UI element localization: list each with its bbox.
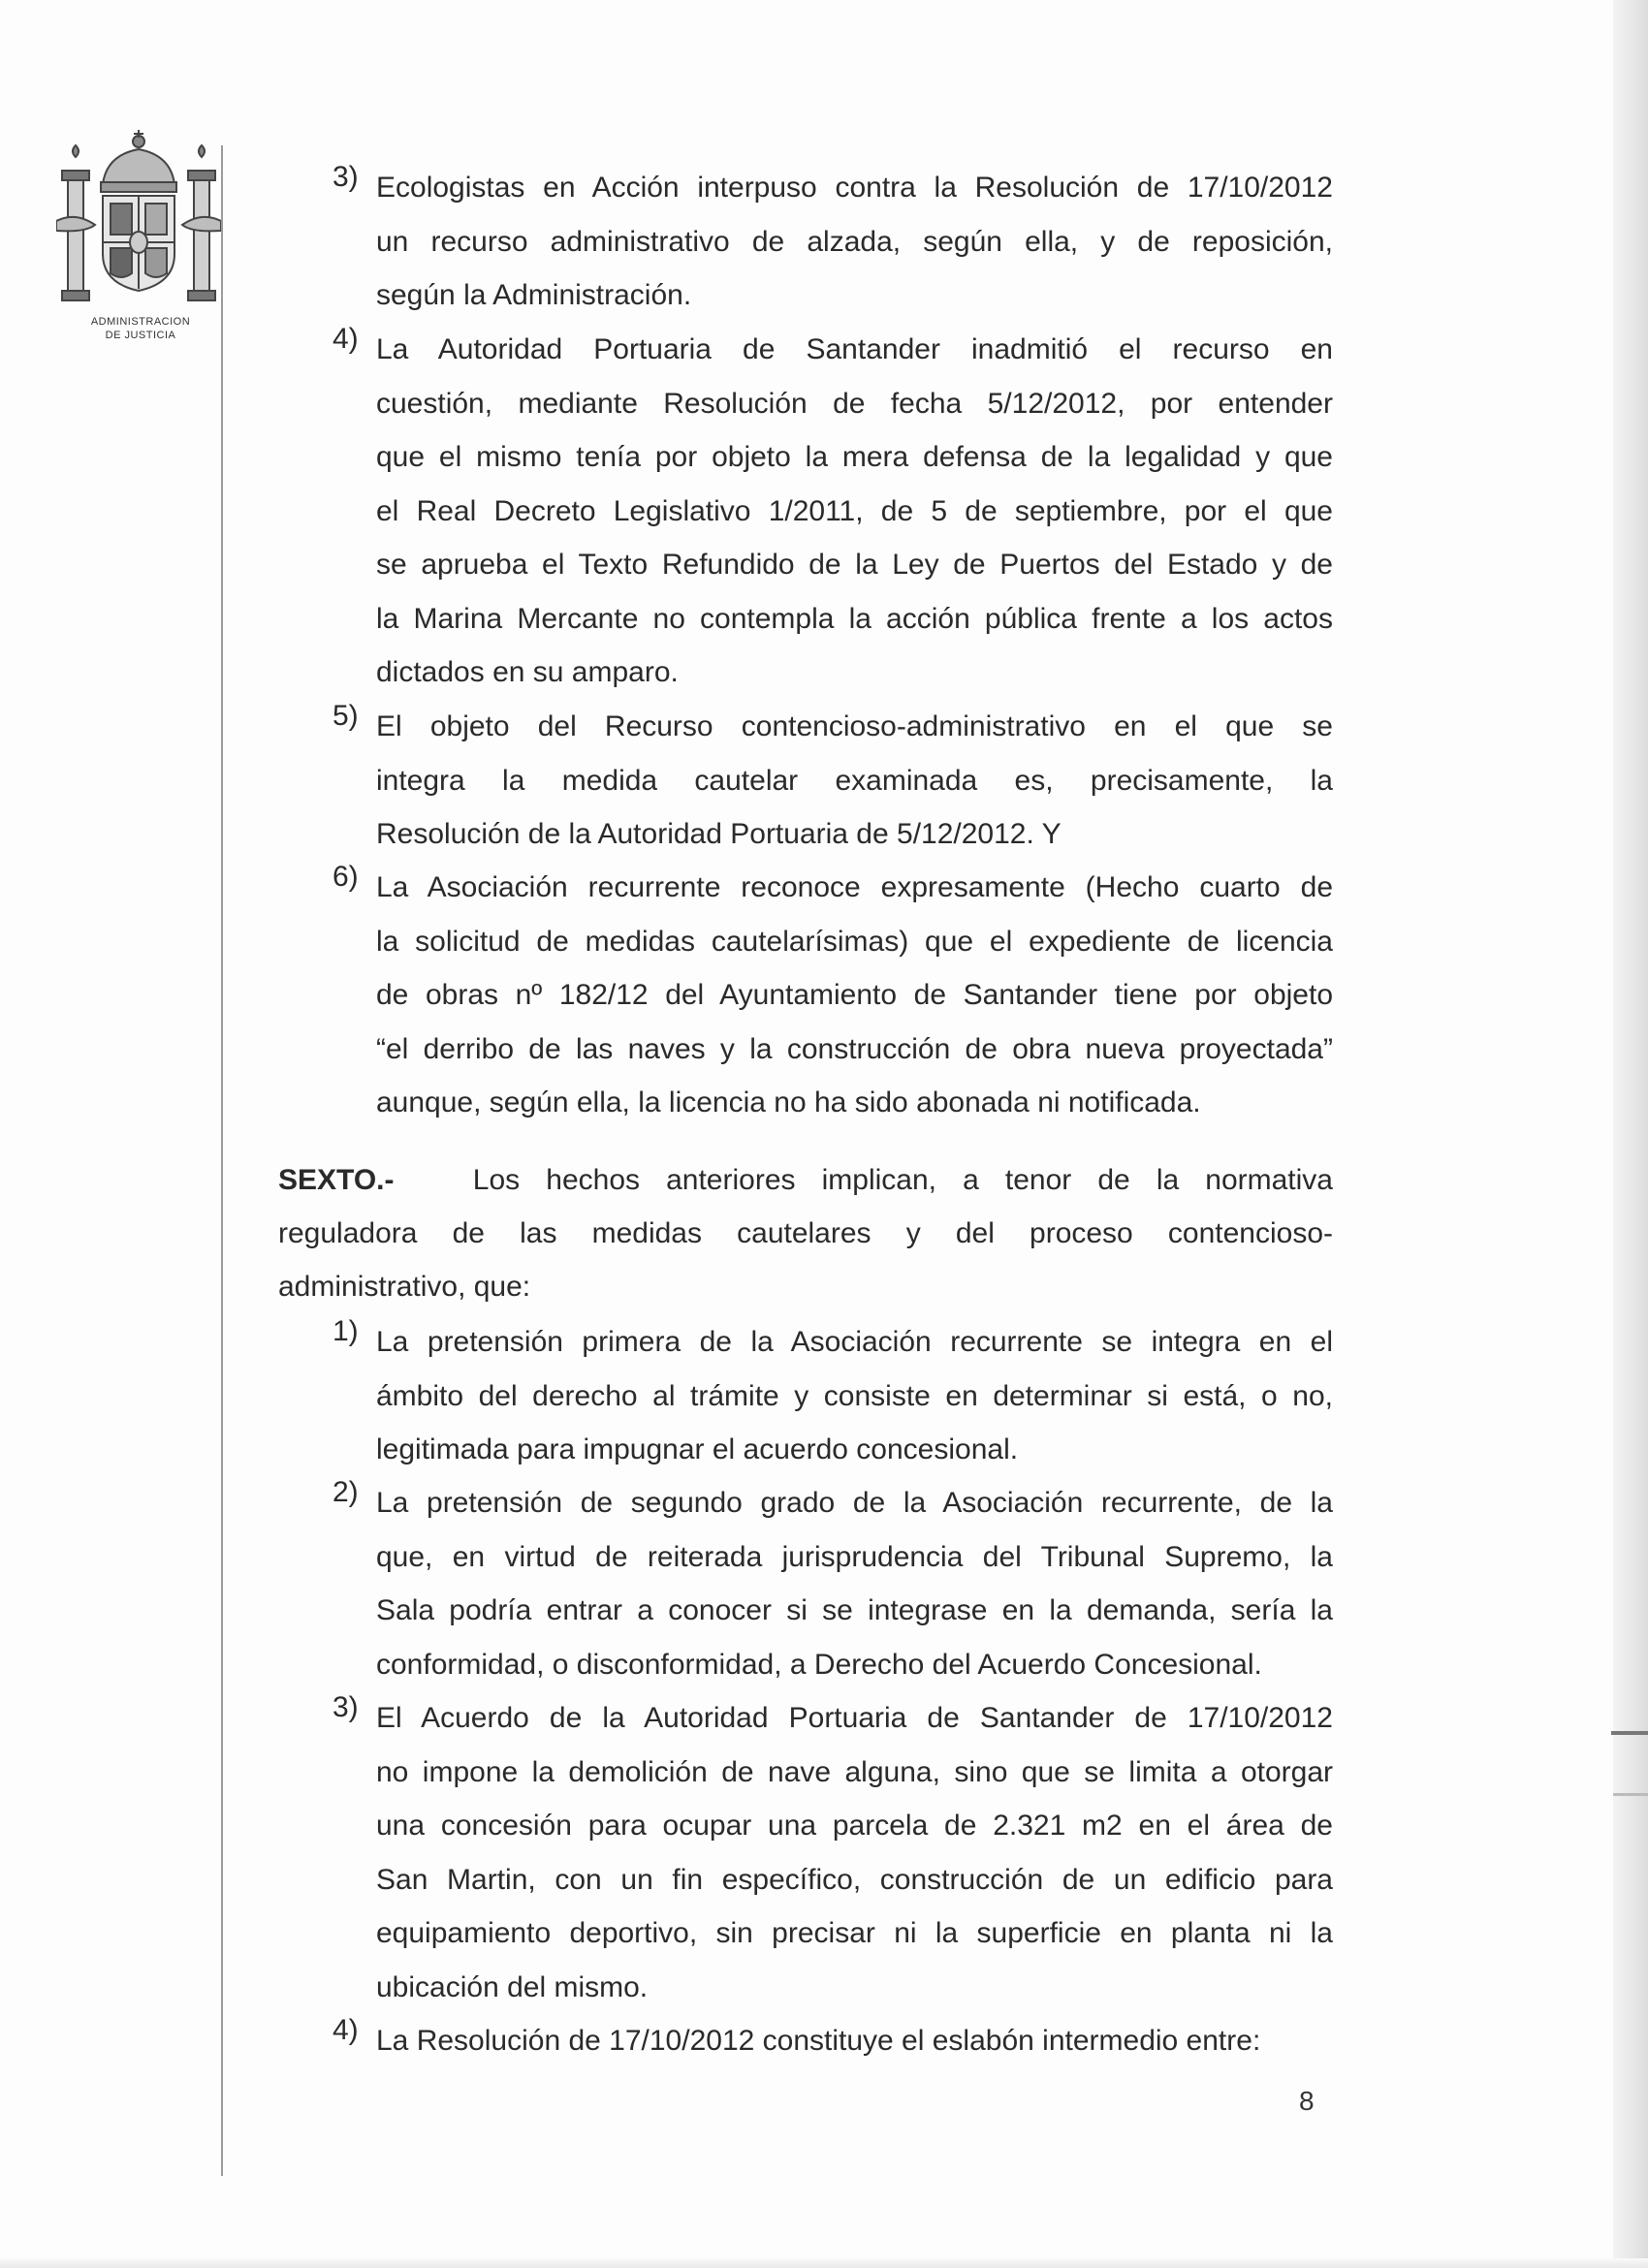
text-line: integra la medida cautelar examinada es, precisamente, la — [376, 764, 1333, 797]
list-item-number: 4) — [333, 2014, 359, 2046]
list-item-number: 3) — [333, 161, 359, 193]
text-line: no impone la demolición de nave alguna, sino que se limita a otorgar — [376, 1755, 1333, 1788]
text-line: La pretensión de segundo grado de la Asociación recurrente, de la — [376, 1487, 1333, 1519]
margin-rule — [221, 145, 223, 2176]
text-line: aunque, según ella, la licencia no ha sido abonada ni notificada. — [376, 1087, 1201, 1118]
list-item-number: 4) — [333, 323, 359, 355]
text-line: reguladora de las medidas cautelares y del proceso contencioso- — [278, 1217, 1333, 1249]
text-line: la Marina Mercante no contempla la acción pública frente a los actos — [376, 602, 1333, 635]
text-line: una concesión para ocupar una parcela de 2.321 m2 en el área de — [376, 1810, 1333, 1842]
list-item-number: 2) — [333, 1476, 359, 1508]
text-line: Ecologistas en Acción interpuso contra la Resolución de 17/10/2012 — [376, 172, 1333, 204]
logo-caption-line-2: DE JUSTICIA — [105, 330, 176, 341]
sexto-paragraph — [278, 1153, 1333, 1313]
text-line: San Martin, con un fin específico, construcción de un edificio para — [376, 1863, 1333, 1896]
text-line: El objeto del Recurso contencioso-administrativo en el que se — [376, 710, 1333, 742]
text-line: equipamiento deportivo, sin precisar ni la superficie en planta ni la — [376, 1917, 1333, 1949]
text-line: que el mismo tenía por objeto la mera defensa de la legalidad y que — [376, 441, 1333, 473]
scan-bottom-edge — [0, 2258, 1648, 2268]
text-line: ámbito del derecho al trámite y consiste en determinar si está, o no, — [376, 1379, 1333, 1412]
scan-mark — [1611, 1731, 1648, 1735]
text-line: dictados en su amparo. — [376, 656, 679, 688]
scan-mark — [1613, 1793, 1648, 1796]
text-line: de obras nº 182/12 del Ayuntamiento de Santander tiene por objeto — [376, 979, 1333, 1011]
text-fragment: Los hechos anteriores implican, a tenor de la normativa — [472, 1164, 1333, 1196]
text-line: “el derribo de las naves y la construcción de obra nueva proyectada” — [376, 1032, 1333, 1065]
text-line: el Real Decreto Legislativo 1/2011, de 5 de septiembre, por el que — [376, 494, 1333, 527]
text-line: ubicación del mismo. — [376, 1970, 649, 2003]
coat-of-arms-logo — [56, 128, 221, 312]
text-line: La Autoridad Portuaria de Santander inadmitió el recurso en — [376, 333, 1333, 365]
page-number: 8 — [1299, 2086, 1315, 2116]
section-heading: SEXTO.- — [278, 1164, 395, 1196]
logo-caption — [68, 315, 213, 342]
logo-caption-line-1: ADMINISTRACION — [90, 316, 191, 328]
text-line: se aprueba el Texto Refundido de la Ley de Puertos del Estado y de — [376, 549, 1333, 581]
text-line: un recurso administrativo de alzada, según ella, y de reposición, — [376, 225, 1333, 258]
text-line — [278, 1153, 1333, 1207]
text-line: La Asociación recurrente reconoce expresamente (Hecho cuarto de — [376, 871, 1333, 903]
text-line: legitimada para impugnar el acuerdo concesional. — [376, 1433, 1019, 1465]
text-line: la solicitud de medidas cautelarísimas) que el expediente de licencia — [376, 925, 1333, 958]
text-line: Resolución de la Autoridad Portuaria de 5/12/2012. Y — [376, 818, 1062, 850]
scan-edge-shadow — [1613, 0, 1648, 2268]
text-line: El Acuerdo de la Autoridad Portuaria de Santander de 17/10/2012 — [376, 1702, 1333, 1734]
list-item-number: 6) — [333, 861, 359, 893]
list-item-number: 5) — [333, 700, 359, 732]
text-line: según la Administración. — [376, 279, 692, 311]
text-line: Sala podría entrar a conocer si se integrase en la demanda, sería la — [376, 1594, 1333, 1626]
text-line: conformidad, o disconformidad, a Derecho del Acuerdo Concesional. — [376, 1648, 1262, 1681]
text-line: La Resolución de 17/10/2012 constituye el eslabón intermedio entre: — [376, 2025, 1261, 2057]
text-line: administrativo, que: — [278, 1271, 531, 1303]
text-line: cuestión, mediante Resolución de fecha 5/12/2012, por entender — [376, 387, 1333, 420]
list-item-number: 1) — [333, 1315, 359, 1347]
list-item-number: 3) — [333, 1691, 359, 1723]
text-line: que, en virtud de reiterada jurisprudencia del Tribunal Supremo, la — [376, 1540, 1333, 1573]
text-line: La pretensión primera de la Asociación recurrente se integra en el — [376, 1326, 1333, 1358]
